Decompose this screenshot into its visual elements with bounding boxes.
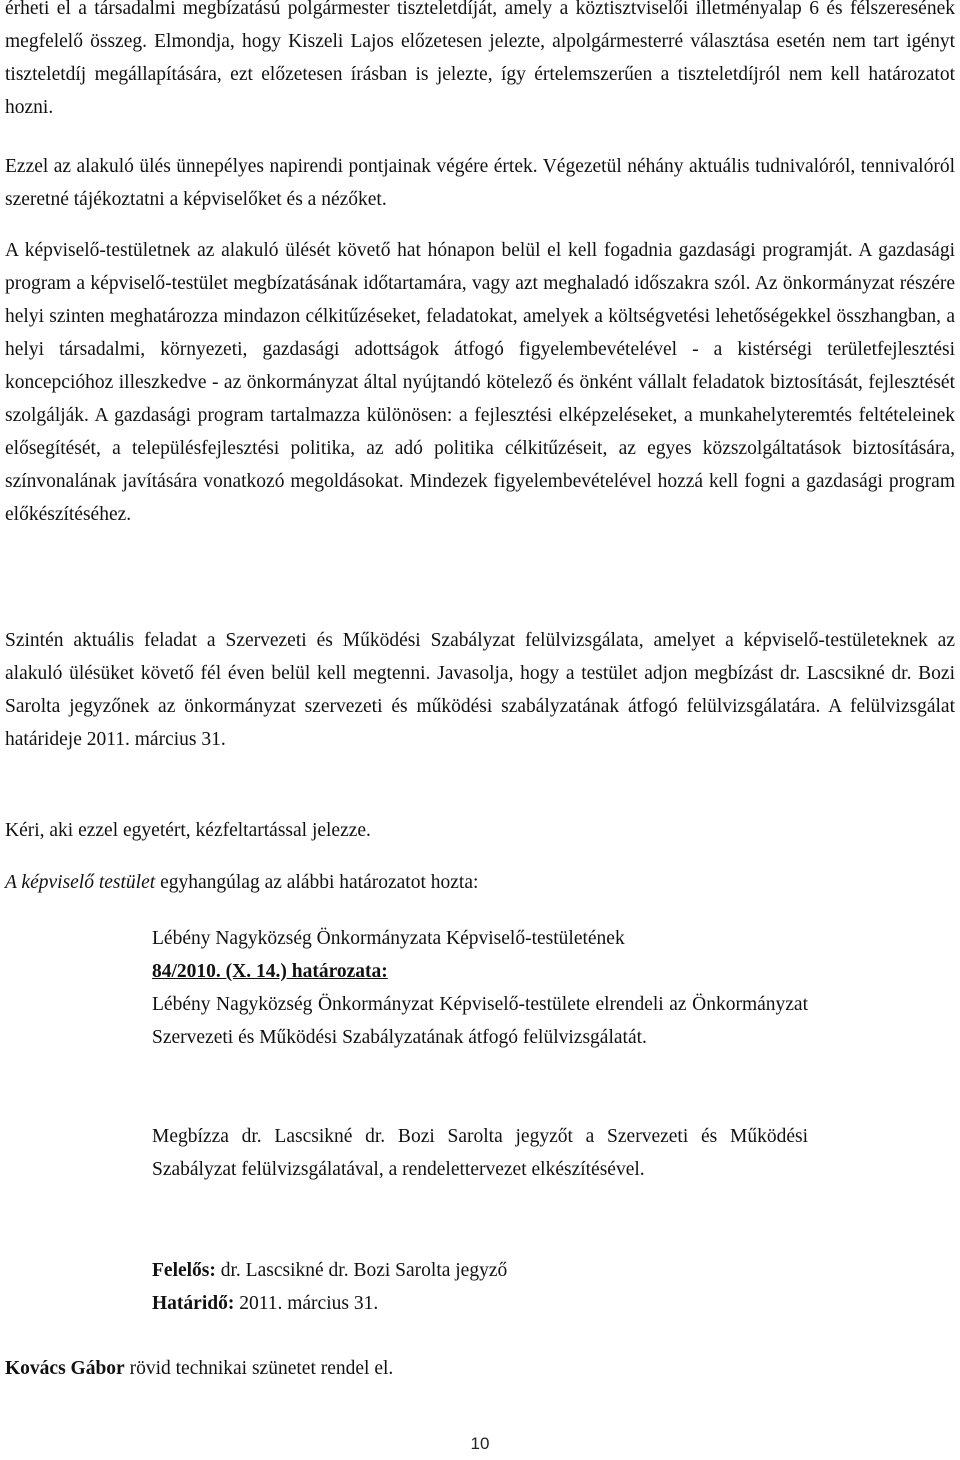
resolution-body-2: Megbízza dr. Lascsikné dr. Bozi Sarolta jegyzőt a Szervezeti és Működési Szabályzat felülvizsgálatával, a rendelettervezet elkészítésével. [152,1126,808,1180]
resolution-header-block [152,922,808,988]
paragraph-economic-program: A képviselő-testületnek az alakuló ülését követő hat hónapon belül el kell fogadnia gazdasági programját. A gazdasági program a képviselő-testület megbízatásának időtartamára, vagy azt meghaladó időszakra szól. Az önkormányzat részére helyi szinten meghatározza mindazon célkitűzéseket, feladatokat, amelyek a költségvetési lehetőségekkel összhangban, a helyi társadalmi, környezeti, gazdasági adottságok átfogó figyelembevételével - a kistérségi területfejlesztési koncepcióhoz illeszkedve - az önkormányzat által nyújtandó kötelező és önként vállalt feladatok biztosítását, fejlesztését szolgálják. A gazdasági program tartalmazza különösen: a fejlesztési elképzeléseket, a munkahelyteremtés feltételeinek elősegítését, a településfejlesztési politika, az adó politika célkitűzéseit, az egyes közszolgáltatások biztosítására, színvonalának javítására vonatkozó megoldásokat. Mindezek figyelembevételével hozzá kell fogni a gazdasági program előkészítéséhez. [5,240,955,525]
closing-text: rövid technikai szünetet rendel el. [124,1358,394,1379]
deadline-label: Határidő: [152,1293,235,1314]
vote-result-text: egyhangúlag az alábbi határozatot hozta: [155,872,479,893]
resolution-number: 84/2010. (X. 14.) határozata: [152,961,388,982]
deadline-line [152,1287,808,1320]
closing-paragraph [5,1352,393,1385]
vote-subject: A képviselő testület [5,872,156,893]
page-number: 10 [470,1434,490,1453]
speaker-name: Kovács Gábor [5,1358,125,1379]
resolution-responsibility [152,1254,808,1320]
paragraph-honorarium: érheti el a társadalmi megbízatású polgármester tiszteletdíját, amely a köztisztviselői illetményalap 6 és félszeresének megfelelő összeg. Elmondja, hogy Kiszeli Lajos előzetesen jelezte, alpolgármesterré választása esetén nem tart igényt tiszteletdíj megállapítására, ezt előzetesen írásban is jelezte, így értelemszerűen a tiszteletdíjról nem kell határozatot hozni. [5,0,955,118]
paragraph-vote-request: Kéri, aki ezzel egyetért, kézfeltartással jelezze. [5,820,371,841]
responsible-value: dr. Lascsikné dr. Bozi Sarolta jegyző [215,1260,508,1281]
paragraph-session-end: Ezzel az alakuló ülés ünnepélyes napirendi pontjainak végére értek. Végezetül néhány aktuális tudnivalóról, tennivalóról szeretné tájékoztatni a képviselőket és a nézőket. [5,156,955,210]
deadline-value: 2011. március 31. [234,1293,379,1314]
responsible-label: Felelős: [152,1260,216,1281]
responsible-line [152,1254,808,1287]
paragraph-smsz-review: Szintén aktuális feladat a Szervezeti és Működési Szabályzat felülvizsgálata, amelyet a képviselő-testületeknek az alakuló ülésüket követő fél éven belül kell megtenni. Javasolja, hogy a testület adjon megbízást dr. Lascsikné dr. Bozi Sarolta jegyzőnek az önkormányzat szervezeti és működési szabályzatának átfogó felülvizsgálatára. A felülvizsgálat határideje 2011. március 31. [5,630,955,750]
paragraph-vote-result [5,866,955,899]
resolution-body-1: Lébény Nagyközség Önkormányzat Képviselő-testülete elrendeli az Önkormányzat Szervezeti és Működési Szabályzatának átfogó felülvizsgálatát. [152,994,808,1048]
resolution-header: Lébény Nagyközség Önkormányzata Képviselő-testületének [152,928,625,949]
